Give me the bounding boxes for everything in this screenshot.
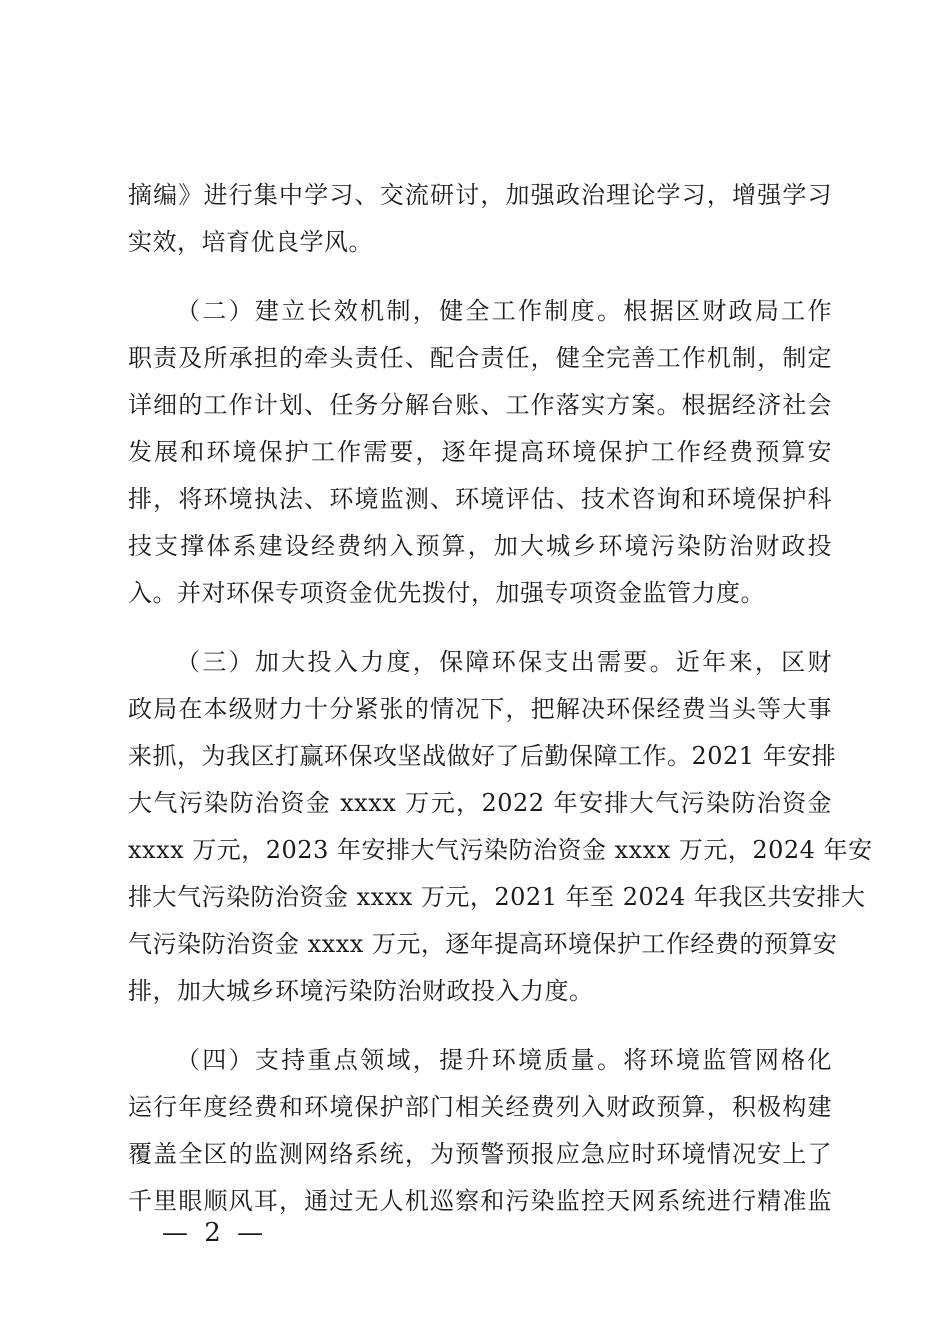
- text-line: 大气污染防治资金 xxxx 万元，2022 年安排大气污染防治资金: [128, 789, 832, 817]
- text-line: xxxx 万元，2023 年安排大气污染防治资金 xxxx 万元，2024 年安: [128, 836, 873, 864]
- paragraph-gap: [128, 266, 832, 288]
- text-line: 详细的工作计划、任务分解台账、工作落实方案。根据经济社会: [128, 391, 832, 419]
- text-line: 政局在本级财力十分紧张的情况下，把解决环保经费当头等大事: [128, 695, 832, 723]
- paragraph-increase-investment: [128, 639, 873, 1015]
- text-line: （三）加大投入力度，保障环保支出需要。近年来，区财: [176, 648, 832, 676]
- document-body: [128, 172, 873, 1225]
- text-line: 技支撑体系建设经费纳入预算，加大城乡环境污染防治财政投: [128, 532, 832, 560]
- text-line: 排大气污染防治资金 xxxx 万元，2021 年至 2024 年我区共安排大: [128, 883, 866, 911]
- text-line: 排，加大城乡环境污染防治财政投入力度。: [128, 977, 594, 1005]
- paragraph-continuation: [128, 172, 832, 266]
- text-line: 来抓，为我区打赢环保攻坚战做好了后勤保障工作。2021 年安排: [128, 742, 837, 770]
- text-line: （二）建立长效机制，健全工作制度。根据区财政局工作: [176, 297, 832, 325]
- page-number: — 2 —: [162, 1218, 268, 1248]
- text-line: 气污染防治资金 xxxx 万元，逐年提高环境保护工作经费的预算安: [128, 930, 838, 958]
- text-line: 入。并对环保专项资金优先拨付，加强专项资金监管力度。: [128, 579, 765, 607]
- paragraph-long-term-mechanism: [128, 288, 832, 617]
- paragraph-gap: [128, 1015, 832, 1037]
- text-line: （四）支持重点领域，提升环境质量。将环境监管网格化: [176, 1046, 832, 1074]
- text-line: 千里眼顺风耳，通过无人机巡察和污染监控天网系统进行精准监: [128, 1187, 832, 1215]
- text-line: 覆盖全区的监测网络系统，为预警预报应急应时环境情况安上了: [128, 1140, 832, 1168]
- text-line: 实效，培育优良学风。: [128, 228, 373, 256]
- paragraph-key-areas: [128, 1037, 832, 1225]
- text-line: 排，将环境执法、环境监测、环境评估、技术咨询和环境保护科: [128, 485, 832, 513]
- text-line: 发展和环境保护工作需要，逐年提高环境保护工作经费预算安: [128, 438, 832, 466]
- text-line: 摘编》进行集中学习、交流研讨，加强政治理论学习，增强学习: [128, 181, 832, 209]
- text-line: 职责及所承担的牵头责任、配合责任，健全完善工作机制，制定: [128, 344, 832, 372]
- paragraph-gap: [128, 617, 832, 639]
- text-line: 运行年度经费和环境保护部门相关经费列入财政预算，积极构建: [128, 1093, 832, 1121]
